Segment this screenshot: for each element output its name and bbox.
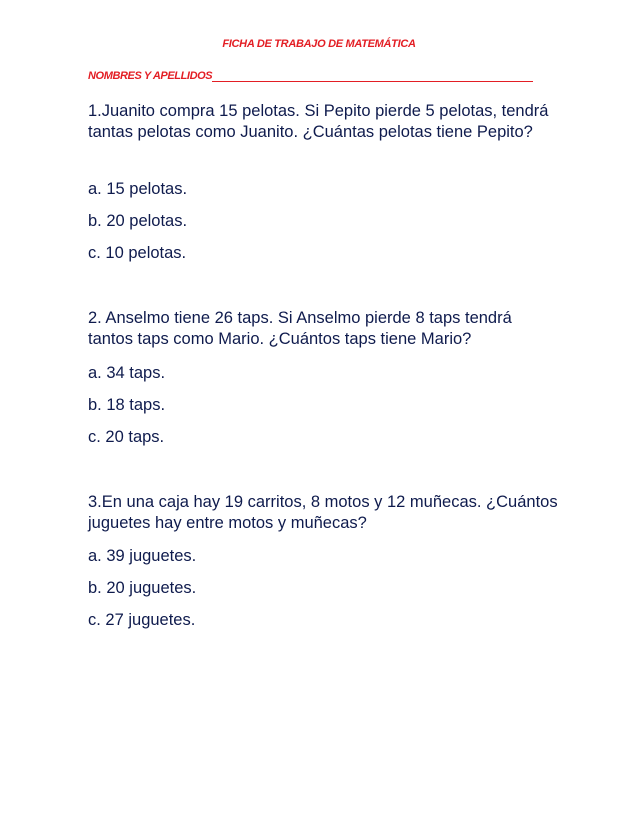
question-3-option-a: a. 39 juguetes. [88, 547, 197, 565]
question-2-option-a: a. 34 taps. [88, 364, 166, 382]
question-1-option-a: a. 15 pelotas. [88, 180, 188, 198]
question-3-option-b: b. 20 juguetes. [88, 579, 197, 597]
question-2-text: 2. Anselmo tiene 26 taps. Si Anselmo pierde 8 taps tendrá tantos taps como Mario. ¿Cuántos taps tiene Mario? [88, 309, 512, 348]
names-underline [212, 71, 533, 82]
question-1-option-c: c. 10 pelotas. [88, 244, 187, 262]
names-label: NOMBRES Y APELLIDOS [88, 70, 213, 82]
names-field [88, 70, 533, 82]
question-3-option-c: c. 27 juguetes. [88, 611, 196, 629]
question-1-option-b: b. 20 pelotas. [88, 212, 188, 230]
page-title: FICHA DE TRABAJO DE MATEMÁTICA [222, 38, 416, 50]
question-1-text: 1.Juanito compra 15 pelotas. Si Pepito pierde 5 pelotas, tendrá tantas pelotas como Juanito. ¿Cuántas pelotas tiene Pepito? [88, 102, 549, 141]
question-3-text: 3.En una caja hay 19 carritos, 8 motos y 12 muñecas. ¿Cuántos juguetes hay entre motos y muñecas? [88, 493, 558, 532]
question-2-option-c: c. 20 taps. [88, 428, 165, 446]
question-2-option-b: b. 18 taps. [88, 396, 166, 414]
